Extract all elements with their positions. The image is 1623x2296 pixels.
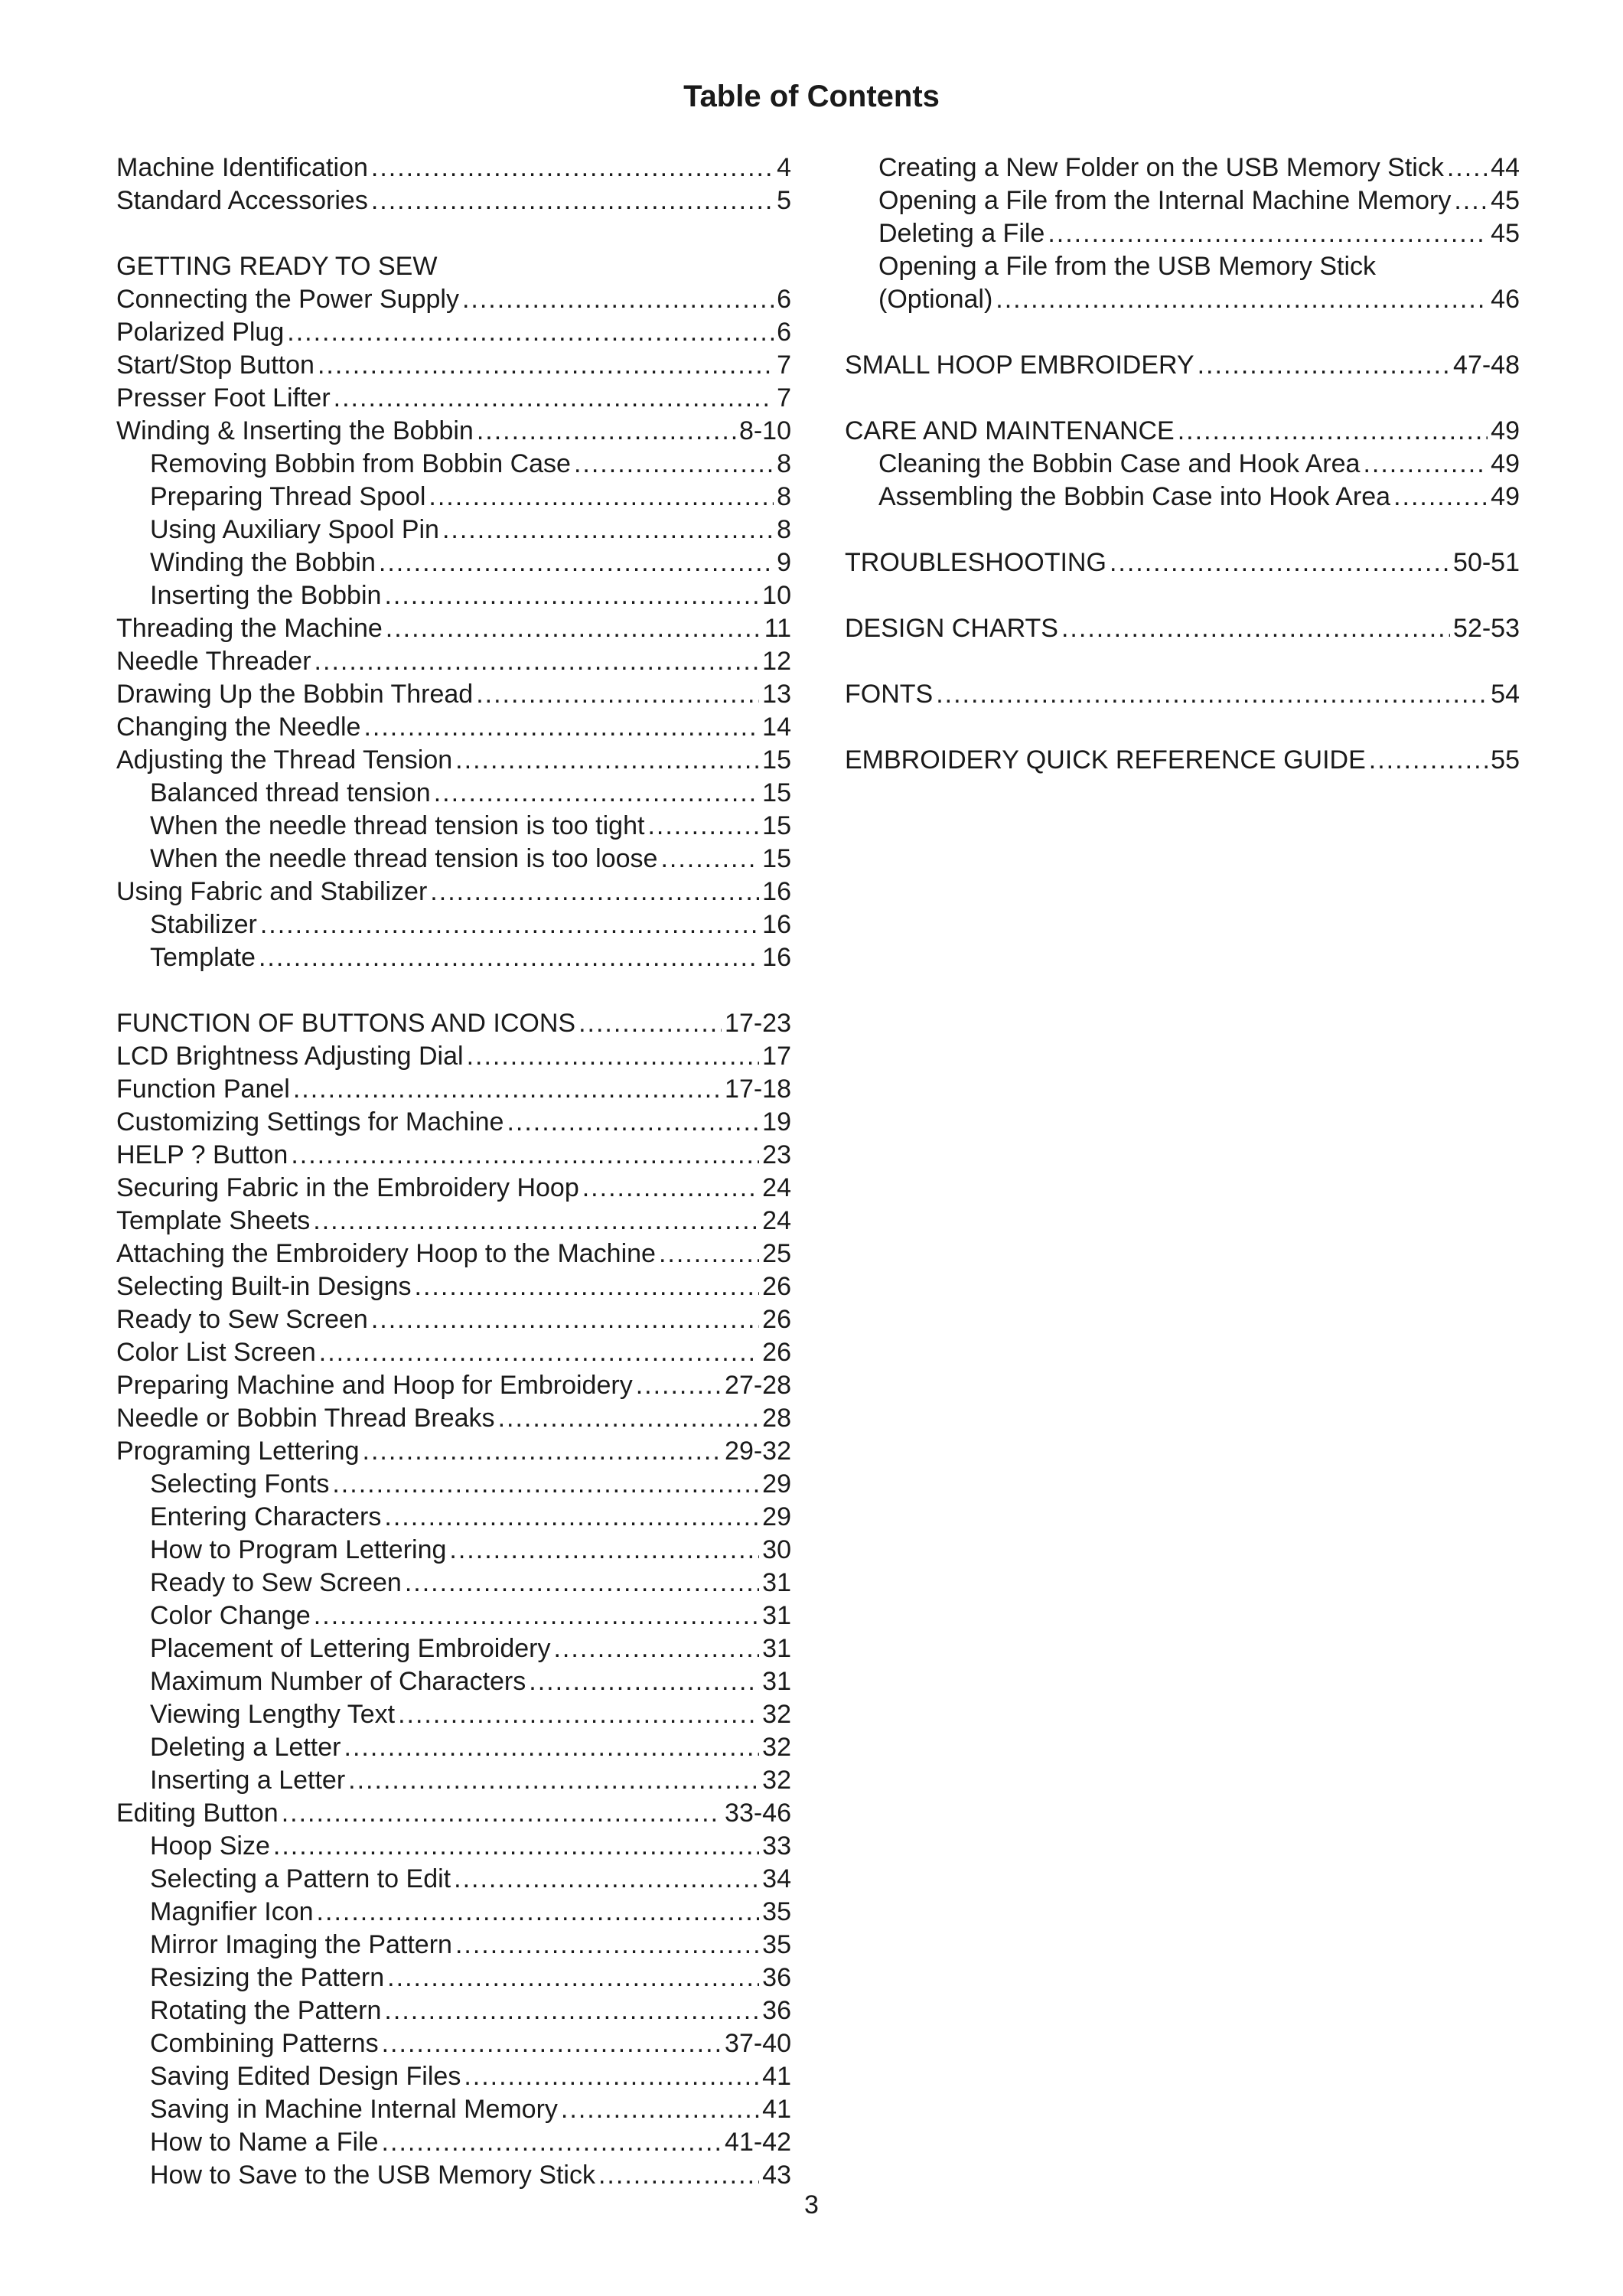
dot-leader [344, 1731, 760, 1764]
toc-entry[interactable] [116, 184, 791, 217]
dot-leader [462, 283, 774, 316]
dot-leader [996, 283, 1488, 316]
toc-entry-page: 54 [1491, 680, 1520, 709]
toc-entry[interactable] [116, 349, 791, 382]
dot-leader [291, 1139, 759, 1172]
toc-entry-page: 17-23 [725, 1009, 791, 1038]
dot-leader [430, 876, 759, 908]
toc-entry[interactable] [116, 481, 791, 514]
toc-entry-page: 16 [762, 877, 791, 906]
toc-entry-label: Preparing Thread Spool [150, 482, 426, 511]
toc-entry-page: 29 [762, 1469, 791, 1499]
toc-entry-page: 35 [762, 1930, 791, 1959]
toc-entry[interactable] [116, 152, 791, 184]
toc-entry-page: 37-40 [725, 2029, 791, 2058]
toc-entry-page: 15 [762, 778, 791, 807]
toc-entry-label: Editing Button [116, 1799, 279, 1828]
toc-entry-label: CARE AND MAINTENANCE [845, 416, 1175, 445]
dot-leader [371, 152, 774, 184]
toc-entry-label: Customizing Settings for Machine [116, 1107, 504, 1137]
toc-entry[interactable] [116, 1369, 791, 1402]
toc-entry[interactable] [116, 1863, 791, 1896]
dot-leader [553, 1632, 759, 1665]
toc-entry-label: HELP ? Button [116, 1140, 288, 1169]
dot-leader [659, 1238, 759, 1270]
toc-entry-page: 6 [777, 318, 791, 347]
toc-entry-label: Color Change [150, 1601, 311, 1630]
toc-entry-page: 16 [762, 943, 791, 972]
dot-leader [371, 184, 774, 217]
toc-entry-page: 26 [762, 1338, 791, 1367]
toc-entry-page: 45 [1491, 186, 1520, 215]
section-gap [845, 514, 1520, 546]
toc-entry-label: Winding the Bobbin [150, 548, 376, 577]
toc-entry-label: Presser Foot Lifter [116, 383, 331, 413]
toc-entry-label: Programing Lettering [116, 1437, 360, 1466]
toc-entry[interactable] [116, 1172, 791, 1205]
dot-leader [334, 382, 774, 415]
toc-entry[interactable] [116, 1534, 791, 1567]
toc-entry-page: 41-42 [725, 2128, 791, 2157]
toc-entry[interactable] [116, 843, 791, 876]
toc-entry[interactable] [116, 1632, 791, 1665]
dot-leader [384, 579, 759, 612]
toc-entry-page: 41 [762, 2062, 791, 2091]
toc-entry-label: Opening a File from the Internal Machine Memory [878, 186, 1452, 215]
toc-entry-page: 49 [1491, 416, 1520, 445]
toc-entry-label: Adjusting the Thread Tension [116, 745, 453, 775]
toc-entry-label: Machine Identification [116, 153, 368, 182]
toc-entry-page: 15 [762, 745, 791, 775]
toc-entry[interactable] [116, 1435, 791, 1468]
toc-entry-page: 19 [762, 1107, 791, 1137]
toc-entry-page: 23 [762, 1140, 791, 1169]
dot-leader [476, 678, 759, 711]
toc-entry[interactable] [116, 1073, 791, 1106]
dot-leader [317, 1896, 760, 1929]
toc-entry[interactable] [116, 612, 791, 645]
toc-entry-page: 47-48 [1453, 351, 1520, 380]
dot-leader [1048, 217, 1488, 250]
toc-entry-label: How to Program Lettering [150, 1535, 447, 1564]
toc-entry[interactable] [116, 546, 791, 579]
toc-entry[interactable] [116, 1106, 791, 1139]
toc-entry[interactable] [116, 908, 791, 941]
toc-entry-page: 36 [762, 1996, 791, 2025]
toc-entry-page: 50-51 [1453, 548, 1520, 577]
toc-entry[interactable] [116, 448, 791, 481]
toc-entry[interactable] [116, 1797, 791, 1830]
section-gap [116, 974, 791, 1007]
toc-entry[interactable] [845, 481, 1520, 514]
toc-entry[interactable] [845, 678, 1520, 711]
dot-leader [405, 1567, 759, 1600]
dot-leader [507, 1106, 759, 1139]
dot-leader [259, 941, 759, 974]
toc-entry[interactable] [116, 744, 791, 777]
toc-entry[interactable] [116, 1007, 791, 1040]
toc-entry-label: Balanced thread tension [150, 778, 431, 807]
toc-entry[interactable] [116, 876, 791, 908]
dot-leader [384, 1501, 759, 1534]
toc-entry[interactable] [116, 678, 791, 711]
dot-leader [332, 1468, 759, 1501]
section-gap [845, 711, 1520, 744]
page-title: Table of Contents [683, 80, 940, 113]
toc-entry[interactable] [845, 349, 1520, 382]
toc-entry-label: How to Name a File [150, 2128, 379, 2157]
toc-entry-page: 45 [1491, 219, 1520, 248]
toc-entry-page: 11 [764, 614, 791, 643]
toc-entry[interactable] [116, 514, 791, 546]
toc-entry-label: Winding & Inserting the Bobbin [116, 416, 474, 445]
toc-entry-page: 32 [762, 1733, 791, 1762]
toc-entry-label: When the needle thread tension is too loose [150, 844, 658, 873]
dot-leader [455, 1929, 759, 1962]
toc-entry[interactable] [845, 612, 1520, 645]
toc-entry[interactable] [116, 1402, 791, 1435]
toc-entry-page: 17 [762, 1042, 791, 1071]
dot-leader [363, 711, 759, 744]
toc-left-column [116, 152, 791, 2192]
toc-entry[interactable] [116, 1303, 791, 1336]
toc-entry[interactable] [116, 1139, 791, 1172]
toc-entry-label: Selecting a Pattern to Edit [150, 1864, 451, 1893]
dot-leader [318, 349, 774, 382]
toc-entry[interactable] [845, 217, 1520, 250]
toc-entry-label: Combining Patterns [150, 2029, 379, 2058]
dot-leader [293, 1073, 722, 1106]
toc-entry-label: When the needle thread tension is too tight [150, 811, 645, 840]
dot-leader [574, 448, 774, 481]
toc-entry-label: Drawing Up the Bobbin Thread [116, 680, 474, 709]
toc-entry-label: How to Save to the USB Memory Stick [150, 2161, 595, 2190]
dot-leader [1447, 152, 1488, 184]
toc-entry-label: Template Sheets [116, 1206, 311, 1235]
toc-entry-label: Stabilizer [150, 910, 257, 939]
toc-right-column [845, 152, 1520, 777]
toc-entry-page: 29-32 [725, 1437, 791, 1466]
toc-entry[interactable] [845, 152, 1520, 184]
toc-entry-page: 46 [1491, 285, 1520, 314]
toc-entry[interactable] [116, 1336, 791, 1369]
toc-entry-label: Rotating the Pattern [150, 1996, 382, 2025]
toc-entry-page: 9 [777, 548, 791, 577]
dot-leader [561, 2093, 759, 2126]
toc-entry-label: FONTS [845, 680, 934, 709]
dot-leader [314, 645, 760, 678]
toc-entry[interactable] [116, 1962, 791, 1994]
dot-leader [1198, 349, 1450, 382]
dot-leader [384, 1994, 759, 2027]
dot-leader [449, 1534, 759, 1567]
toc-entry[interactable] [845, 415, 1520, 448]
toc-entry-page: 7 [777, 351, 791, 380]
toc-entry-page: 31 [762, 1568, 791, 1597]
dot-leader [314, 1600, 759, 1632]
toc-entry-page: 52-53 [1453, 614, 1520, 643]
toc-entry[interactable] [116, 2126, 791, 2159]
toc-entry-page: 31 [762, 1667, 791, 1696]
toc-entry-label: Removing Bobbin from Bobbin Case [150, 449, 571, 478]
toc-entry-page: 55 [1491, 745, 1520, 775]
toc-entry-label: Deleting a Letter [150, 1733, 341, 1762]
toc-entry-page: 34 [762, 1864, 791, 1893]
toc-entry-label: EMBROIDERY QUICK REFERENCE GUIDE [845, 745, 1366, 775]
dot-leader [454, 1863, 759, 1896]
dot-leader [1178, 415, 1488, 448]
dot-leader [477, 415, 736, 448]
dot-leader [415, 1270, 760, 1303]
toc-entry[interactable] [116, 1238, 791, 1270]
toc-entry-page: 10 [762, 581, 791, 610]
toc-entry-page: 33 [762, 1831, 791, 1861]
toc-entry-page: 17-18 [725, 1075, 791, 1104]
dot-leader [348, 1764, 759, 1797]
toc-entry[interactable] [116, 1040, 791, 1073]
dot-leader [455, 744, 759, 777]
toc-entry-page: 26 [762, 1305, 791, 1334]
toc-entry[interactable] [116, 579, 791, 612]
toc-entry-page: 30 [762, 1535, 791, 1564]
dot-leader [363, 1435, 722, 1468]
toc-entry[interactable] [116, 1600, 791, 1632]
toc-entry-page: 16 [762, 910, 791, 939]
toc-entry[interactable] [116, 645, 791, 678]
toc-entry[interactable] [845, 184, 1520, 217]
toc-entry-label: Needle Threader [116, 647, 311, 676]
toc-entry-label: SMALL HOOP EMBROIDERY [845, 351, 1194, 380]
dot-leader [647, 810, 759, 843]
toc-entry-page: 8 [777, 482, 791, 511]
toc-entry-page: 26 [762, 1272, 791, 1301]
toc-entry[interactable] [116, 283, 791, 316]
toc-entry-page: 35 [762, 1897, 791, 1926]
toc-entry-label: Ready to Sew Screen [150, 1568, 402, 1597]
toc-entry-label: Attaching the Embroidery Hoop to the Machine [116, 1239, 656, 1268]
toc-entry-page: 36 [762, 1963, 791, 1992]
dot-leader [498, 1402, 760, 1435]
dot-leader [660, 843, 759, 876]
section-gap [845, 382, 1520, 415]
toc-entry-page: 27-28 [725, 1371, 791, 1400]
toc-entry-label: Cleaning the Bobbin Case and Hook Area [878, 449, 1361, 478]
dot-leader [319, 1336, 759, 1369]
toc-section-heading: GETTING READY TO SEW [116, 252, 438, 281]
toc-entry-label: LCD Brightness Adjusting Dial [116, 1042, 464, 1071]
toc-entry[interactable] [116, 1994, 791, 2027]
dot-leader [578, 1007, 722, 1040]
dot-leader [936, 678, 1488, 711]
toc-entry-page: 32 [762, 1766, 791, 1795]
toc-entry-label: Hoop Size [150, 1831, 270, 1861]
toc-entry-label: TROUBLESHOOTING [845, 548, 1106, 577]
dot-leader [636, 1369, 722, 1402]
toc-entry[interactable] [116, 2093, 791, 2126]
toc-entry[interactable] [116, 711, 791, 744]
toc-entry-page: 15 [762, 811, 791, 840]
toc-entry-page: 49 [1491, 449, 1520, 478]
dot-leader [282, 1797, 722, 1830]
dot-leader [1369, 744, 1488, 777]
toc-entry[interactable] [845, 448, 1520, 481]
toc-entry-label: Color List Screen [116, 1338, 316, 1367]
toc-entry[interactable] [845, 546, 1520, 579]
toc-entry-page: 31 [762, 1601, 791, 1630]
dot-leader [386, 612, 761, 645]
toc-entry-page: 24 [762, 1173, 791, 1202]
dot-leader [371, 1303, 759, 1336]
toc-entry-label: Securing Fabric in the Embroidery Hoop [116, 1173, 579, 1202]
toc-entry[interactable] [116, 2060, 791, 2093]
toc-entry-page: 24 [762, 1206, 791, 1235]
toc-entry-label: Preparing Machine and Hoop for Embroidery [116, 1371, 633, 1400]
toc-entry[interactable] [116, 1698, 791, 1731]
toc-entry-label: Creating a New Folder on the USB Memory Stick [878, 153, 1444, 182]
toc-entry-label: Resizing the Pattern [150, 1963, 385, 1992]
toc-entry-label: Function Panel [116, 1075, 290, 1104]
toc-entry-label: Start/Stop Button [116, 351, 314, 380]
toc-entry[interactable] [116, 415, 791, 448]
toc-entry[interactable] [845, 744, 1520, 777]
dot-leader [1061, 612, 1450, 645]
toc-entry-label: Connecting the Power Supply [116, 285, 459, 314]
toc-entry-label: Viewing Lengthy Text [150, 1700, 396, 1729]
toc-entry[interactable] [116, 1270, 791, 1303]
toc-entry-page: 4 [777, 153, 791, 182]
toc-entry[interactable] [116, 2159, 791, 2192]
toc-entry-label: Mirror Imaging the Pattern [150, 1930, 452, 1959]
toc-entry-page: 25 [762, 1239, 791, 1268]
dot-leader [398, 1698, 759, 1731]
dot-leader [379, 546, 774, 579]
dot-leader [273, 1830, 759, 1863]
toc-entry-label: DESIGN CHARTS [845, 614, 1058, 643]
toc-entry-label: Inserting the Bobbin [150, 581, 382, 610]
toc-entry-label: Selecting Fonts [150, 1469, 330, 1499]
toc-entry-label: Polarized Plug [116, 318, 285, 347]
toc-entry[interactable] [116, 1468, 791, 1501]
toc-entry-page: 8 [777, 449, 791, 478]
dot-leader [582, 1172, 759, 1205]
toc-section-heading: Opening a File from the USB Memory Stick [878, 252, 1377, 281]
toc-entry[interactable] [116, 382, 791, 415]
toc-entry-page: 8-10 [738, 416, 791, 445]
dot-leader [260, 908, 759, 941]
toc-entry[interactable] [116, 1929, 791, 1962]
dot-leader [464, 2060, 759, 2093]
toc-entry-label: Inserting a Letter [150, 1766, 346, 1795]
toc-entry[interactable] [116, 777, 791, 810]
toc-entry[interactable] [116, 1205, 791, 1238]
toc-entry-label: Changing the Needle [116, 713, 361, 742]
toc-entry-label: Assembling the Bobbin Case into Hook Area [878, 482, 1391, 511]
toc-entry-label: Threading the Machine [116, 614, 383, 643]
dot-leader [434, 777, 759, 810]
dot-leader [313, 1205, 759, 1238]
toc-entry-page: 8 [777, 515, 791, 544]
toc-entry-page: 6 [777, 285, 791, 314]
dot-leader [382, 2027, 722, 2060]
toc-entry-label: Magnifier Icon [150, 1897, 314, 1926]
dot-leader [387, 1962, 759, 1994]
toc-entry-label: Template [150, 943, 256, 972]
section-gap [845, 645, 1520, 678]
toc-entry-label: FUNCTION OF BUTTONS AND ICONS [116, 1009, 576, 1038]
toc-entry-label: Entering Characters [150, 1502, 382, 1531]
toc-entry-page: 31 [762, 1634, 791, 1663]
toc-entry-page: 33-46 [725, 1799, 791, 1828]
section-gap [116, 217, 791, 250]
toc-entry[interactable] [116, 1731, 791, 1764]
toc-entry-page: 44 [1491, 153, 1520, 182]
toc-entry-label: Saving in Machine Internal Memory [150, 2095, 558, 2124]
toc-entry-page: 28 [762, 1404, 791, 1433]
dot-leader [1454, 184, 1488, 217]
dot-leader [1393, 481, 1488, 514]
dot-leader [1363, 448, 1488, 481]
toc-entry-page: 13 [762, 680, 791, 709]
toc-entry-page: 29 [762, 1502, 791, 1531]
toc-entry-page: 43 [762, 2161, 791, 2190]
toc-entry-page: 7 [777, 383, 791, 413]
toc-entry[interactable] [116, 941, 791, 974]
dot-leader [529, 1665, 759, 1698]
toc-entry-label: Using Auxiliary Spool Pin [150, 515, 439, 544]
toc-entry[interactable] [116, 1830, 791, 1863]
toc-entry[interactable] [116, 1501, 791, 1534]
dot-leader [442, 514, 774, 546]
dot-leader [429, 481, 774, 514]
dot-leader [598, 2159, 759, 2192]
dot-leader [287, 316, 774, 349]
toc-entry[interactable] [116, 316, 791, 349]
toc-entry-page: 41 [762, 2095, 791, 2124]
page-number: 3 [804, 2190, 819, 2219]
toc-entry[interactable] [116, 1896, 791, 1929]
toc-entry[interactable] [116, 810, 791, 843]
dot-leader [467, 1040, 760, 1073]
toc-entry-label: Deleting a File [878, 219, 1045, 248]
section-gap [845, 316, 1520, 349]
toc-entry[interactable] [116, 2027, 791, 2060]
toc-entry-label: Needle or Bobbin Thread Breaks [116, 1404, 495, 1433]
toc-entry-page: 5 [777, 186, 791, 215]
toc-entry-label: Maximum Number of Characters [150, 1667, 526, 1696]
toc-entry-label: Ready to Sew Screen [116, 1305, 368, 1334]
toc-entry-page: 15 [762, 844, 791, 873]
toc-entry[interactable] [116, 1665, 791, 1698]
toc-entry-page: 49 [1491, 482, 1520, 511]
toc-entry-page: 14 [762, 713, 791, 742]
toc-entry[interactable] [116, 1764, 791, 1797]
toc-entry-page: 12 [762, 647, 791, 676]
toc-entry-label: Selecting Built-in Designs [116, 1272, 412, 1301]
dot-leader [382, 2126, 722, 2159]
section-gap [845, 579, 1520, 612]
toc-entry-page: 32 [762, 1700, 791, 1729]
toc-entry-label: Saving Edited Design Files [150, 2062, 461, 2091]
dot-leader [1110, 546, 1450, 579]
toc-entry[interactable] [116, 1567, 791, 1600]
toc-entry-label: (Optional) [878, 285, 993, 314]
toc-entry[interactable] [845, 283, 1520, 316]
toc-entry-label: Placement of Lettering Embroidery [150, 1634, 551, 1663]
toc-entry-label: Standard Accessories [116, 186, 368, 215]
toc-entry-label: Using Fabric and Stabilizer [116, 877, 428, 906]
